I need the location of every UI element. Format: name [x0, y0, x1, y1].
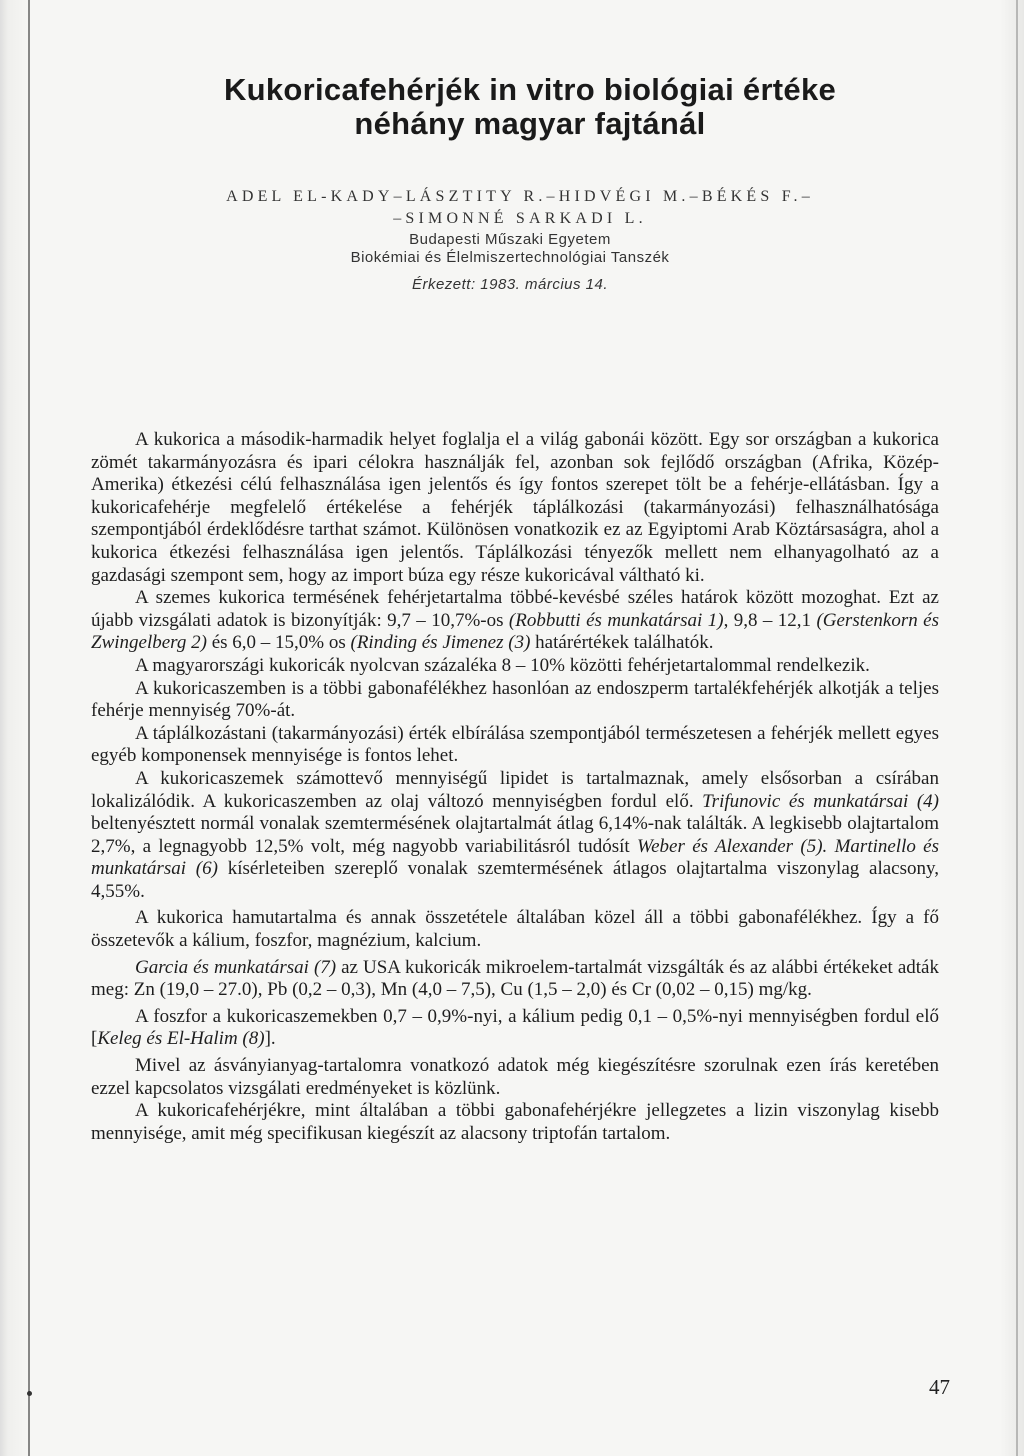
citation-garcia: Garcia és munkatársai (7): [135, 956, 337, 978]
margin-dot: [27, 1391, 32, 1396]
citation-robbutti: (Robbutti és munkatársai 1): [508, 609, 724, 631]
article-title-line2: néhány magyar fajtánál: [354, 106, 706, 141]
paragraph-8-text: az USA kukoricák mikroelem-tartalmát vizsgálták és az alábbi értékeket adták meg: Zn (19,0 – 27.0), Pb (0,2 – 0,3), Mn (4,0 – 7,5), Cu (1,5 – 2,0) és Cr (0,02 – 0,15) mg/kg.: [91, 956, 939, 1001]
citation-rinding: (Rinding és Jimenez (3): [350, 632, 531, 654]
authors-line1: ADEL EL-KADY–LÁSZTITY R.–HIDVÉGI M.–BÉKÉS F.–: [226, 188, 814, 205]
paragraph-2-text-a: A szemes kukorica termésének fehérjetartalma többé-kevésbé széles határok között mozoghat. Ezt az újabb vizsgálati adatok is bizonyítják: 9,7 – 10,7%-os: [91, 587, 939, 631]
paragraph-2: [91, 587, 939, 655]
paragraph-8: [91, 957, 939, 1002]
paragraph-3: A magyarországi kukoricák nyolcvan százaléka 8 – 10% közötti fehérjetartalommal rendelkezik.: [135, 654, 870, 676]
paragraph-6-text-a: A kukoricaszemek számottevő mennyiségű lipidet is tartalmaznak, amely elsősorban a csírában lokalizálódik. A kukoricaszemben az olaj változó mennyiségben fordul elő.: [91, 767, 939, 812]
binding-edge-line: [28, 0, 30, 1456]
citation-gerstenkorn: (Gerstenkorn és Zwingelberg 2): [91, 609, 939, 654]
paragraph-2-text-c: és 6,0 – 15,0% os: [206, 632, 351, 654]
paragraph-2-text-b: , 9,8 – 12,1: [723, 609, 817, 631]
citation-trifunovic: Trifunovic és munkatársai (4): [702, 790, 939, 812]
right-edge-line: [1016, 0, 1018, 1456]
citation-weber-martinello: Weber és Alexander (5). Martinello és munkatársai (6): [91, 835, 940, 880]
paragraph-6-text-c: kísérleteiben szereplő vonalak szemtermésének átlagos olajtartalma viszonylag alacsony, 4,55%.: [91, 858, 940, 902]
paragraph-6: [91, 768, 939, 904]
paragraph-7: A kukorica hamutartalma és annak összetétele általában közel áll a többi gabonafélékhez. Így a fő összetevők a kálium, foszfor, magnézium, kalcium.: [91, 907, 939, 952]
citation-keleg: Keleg és El-Halim (8): [97, 1028, 265, 1050]
paragraph-9-text-a: A foszfor a kukoricaszemekben 0,7 – 0,9%-nyi, a kálium pedig 0,1 – 0,5%-nyi mennyiségben fordul elő [: [91, 1005, 939, 1050]
paragraph-11: A kukoricafehérjékre, mint általában a többi gabonafehérjékre jellegzetes a lizin viszonylag kisebb mennyisége, amit még specifikusan kiegészít az alacsony triptofán tartalom.: [91, 1100, 939, 1144]
paragraph-1: A kukorica a második-harmadik helyet foglalja el a világ gabonái között. Egy sor országban a kukorica zömét takarmányozásra és ipari célokra használják fel, azonban sok fejlődő országban (Afrika, Közép-Amerika) étkezési célú felhasználása igen jelentős és így fontos szerepet tölt be a fehérje-ellátásban. Így a kukoricafehérje megfelelő értékelése a fehérjék táplálkozási (takarmányozási) felhasználhatósága szempontjából érdeklődésre tarthat számot. Különösen vonatkozik ez az Egyiptomi Arab Köztársaságra, ahol a kukorica étkezési felhasználása igen jelentős. Táplálkozási tényezők mellett nem elhanyagolható az a gazdasági szempont sem, hogy az import búza egy része kukoricával váltható ki.: [91, 429, 939, 586]
paragraph-10: Mivel az ásványianyag-tartalomra vonatkozó adatok még kiegészítésre szorulnak ezen írás keretében ezzel kapcsolatos vizsgálati eredményeket is közlünk.: [91, 1055, 939, 1099]
paragraph-9: [91, 1006, 939, 1051]
department-name: Biokémiai és Élelmiszertechnológiai Tanszék: [350, 249, 670, 266]
authors-line2: –SIMONNÉ SARKADI L.: [393, 210, 647, 227]
page-number: 47: [929, 1375, 950, 1399]
article-title-line1: Kukoricafehérjék in vitro biológiai értéke: [223, 72, 837, 107]
institution-name: Budapesti Műszaki Egyetem: [409, 231, 611, 248]
paragraph-5: A táplálkozástani (takarmányozási) érték elbírálása szempontjából természetesen a fehérjék mellett egyes egyéb komponensek mennyisége is fontos lehet.: [91, 722, 939, 767]
paragraph-6-text-b: beltenyésztett normál vonalak szemtermésének olajtartalmát átlag 6,14%-nak találták. A legkisebb olajtartalom 2,7%, a legnagyobb 12,5% volt, még nagyobb variabilitásról tudósít: [91, 813, 939, 857]
paragraph-9-text-b: ].: [264, 1028, 276, 1050]
article-body: [91, 429, 939, 1145]
received-date: Érkezett: 1983. március 14.: [411, 276, 609, 293]
paragraph-2-text-d: határértékek találhatók.: [530, 632, 714, 654]
paragraph-4: A kukoricaszemben is a többi gabonafélékhez hasonlóan az endoszperm tartalékfehérjék alkotják a teljes fehérje mennyiség 70%-át.: [91, 677, 939, 722]
